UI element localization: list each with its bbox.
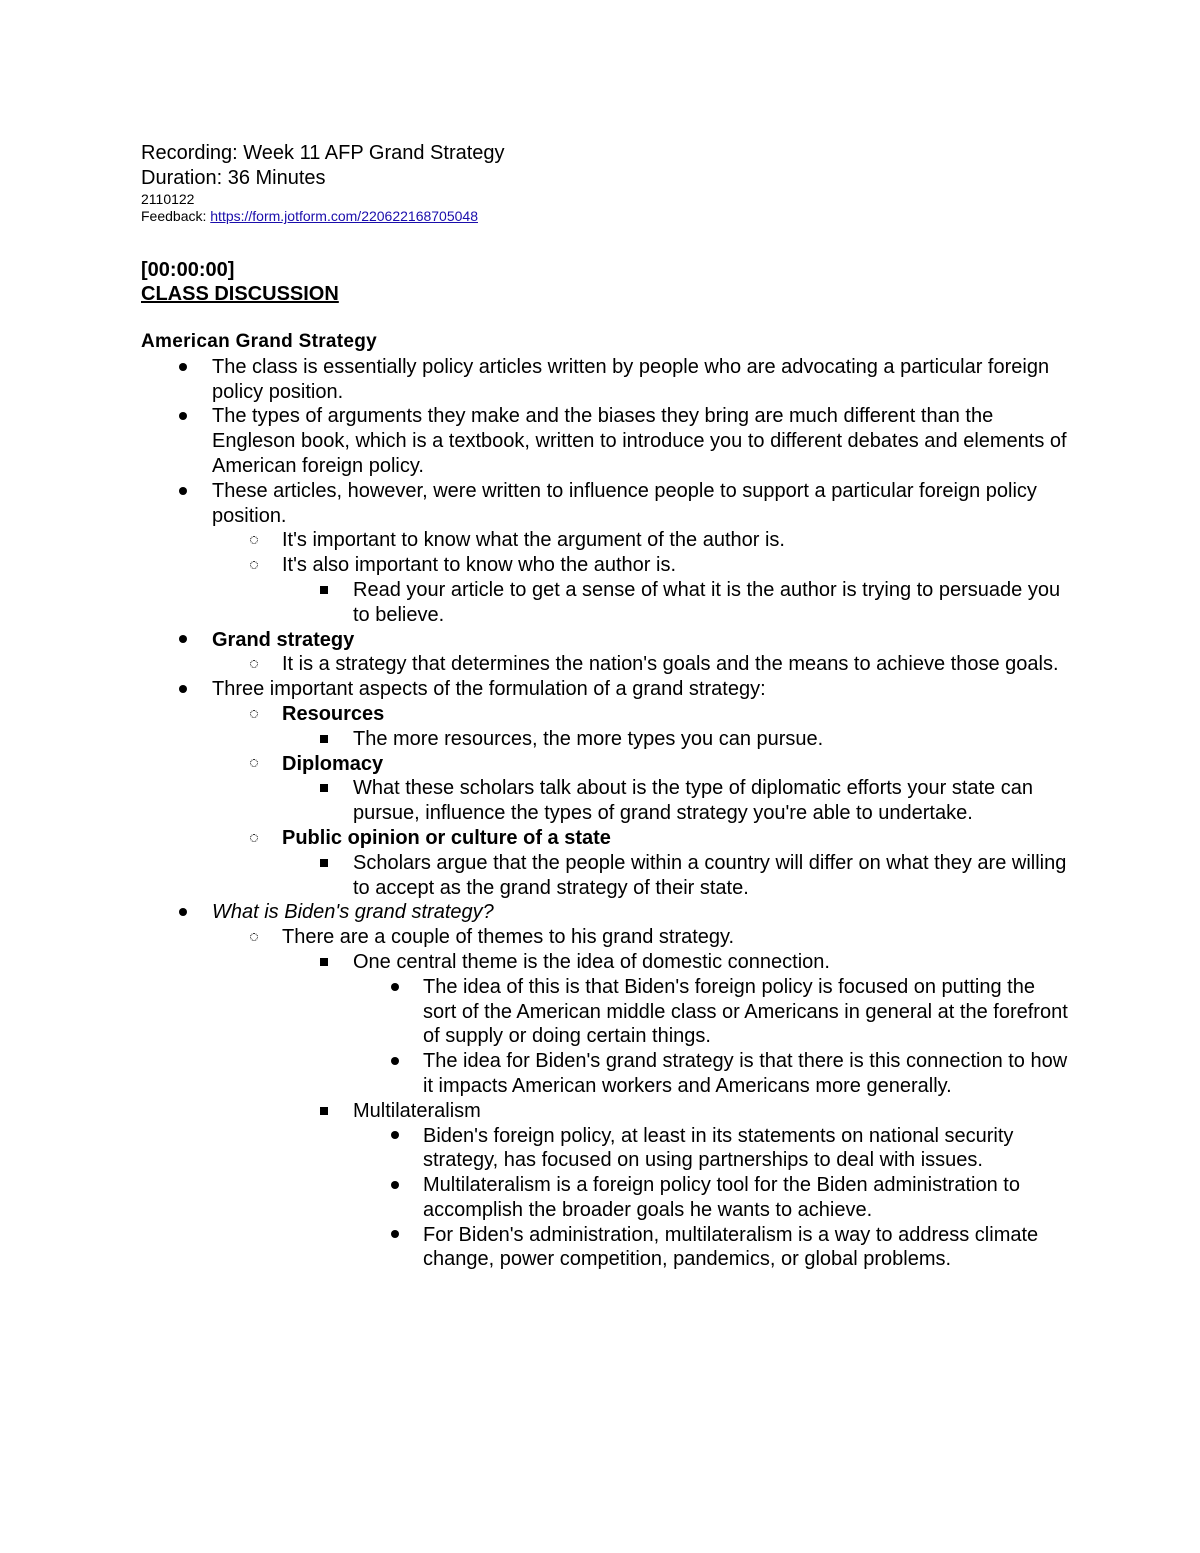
- list-item: Grand strategy: [141, 628, 1071, 653]
- list-item: What is Biden's grand strategy?: [141, 900, 1071, 925]
- duration-line: Duration: 36 Minutes: [141, 167, 326, 189]
- bullet-dot-icon: [388, 975, 402, 1000]
- bullet-dot-icon: [388, 1173, 402, 1198]
- document-page: [141, 141, 1071, 1272]
- bullet-ring-icon: [247, 652, 261, 677]
- list-item: The more resources, the more types you can pursue.: [141, 727, 1071, 752]
- list-item: The types of arguments they make and the biases they bring are much different than the Engleson book, which is a textbook, written to introduce you to different debates and elements of American foreign policy.: [141, 404, 1071, 478]
- topic-heading: American Grand Strategy: [141, 331, 378, 352]
- bullet-dot-icon: [388, 1049, 402, 1074]
- bullet-ring-icon: [247, 752, 261, 777]
- bullet-ring-icon: [247, 925, 261, 950]
- bullet-square-icon: [317, 1099, 331, 1124]
- list-item: Public opinion or culture of a state: [141, 826, 1071, 851]
- feedback-line: [141, 208, 1071, 225]
- bullet-square-icon: [317, 851, 331, 876]
- bullet-dot-icon: [176, 900, 190, 925]
- list-item: What these scholars talk about is the type of diplomatic efforts your state can pursue, influence the types of grand strategy you're able to undertake.: [141, 776, 1071, 826]
- bullet-dot-icon: [176, 628, 190, 653]
- bullet-dot-icon: [388, 1124, 402, 1149]
- list-item: These articles, however, were written to influence people to support a particular foreign policy position.: [141, 479, 1071, 529]
- bullet-square-icon: [317, 776, 331, 801]
- section-heading: CLASS DISCUSSION: [141, 283, 339, 305]
- bullet-ring-icon: [247, 826, 261, 851]
- list-item: Biden's foreign policy, at least in its statements on national security strategy, has focused on using partnerships to deal with issues.: [141, 1124, 1071, 1174]
- timestamp: [00:00:00]: [141, 259, 235, 281]
- list-item: Multilateralism: [141, 1099, 1071, 1124]
- bullet-dot-icon: [176, 677, 190, 702]
- list-item: There are a couple of themes to his grand strategy.: [141, 925, 1071, 950]
- bullet-square-icon: [317, 578, 331, 603]
- list-item: The idea for Biden's grand strategy is that there is this connection to how it impacts American workers and Americans more generally.: [141, 1049, 1071, 1099]
- bullet-ring-icon: [247, 702, 261, 727]
- bullet-square-icon: [317, 727, 331, 752]
- list-item: For Biden's administration, multilateralism is a way to address climate change, power competition, pandemics, or global problems.: [141, 1223, 1071, 1273]
- list-item: Multilateralism is a foreign policy tool for the Biden administration to accomplish the broader goals he wants to achieve.: [141, 1173, 1071, 1223]
- bullet-square-icon: [317, 950, 331, 975]
- list-item: Resources: [141, 702, 1071, 727]
- feedback-link[interactable]: https://form.jotform.com/220622168705048: [210, 208, 478, 224]
- bullet-dot-icon: [176, 404, 190, 429]
- bullet-ring-icon: [247, 553, 261, 578]
- list-item: Scholars argue that the people within a country will differ on what they are willing to accept as the grand strategy of their state.: [141, 851, 1071, 901]
- list-item: One central theme is the idea of domestic connection.: [141, 950, 1071, 975]
- recording-title: Recording: Week 11 AFP Grand Strategy: [141, 142, 505, 164]
- bullet-dot-icon: [176, 355, 190, 380]
- list-item: The idea of this is that Biden's foreign policy is focused on putting the sort of the American middle class or Americans in general at the forefront of supply or doing certain things.: [141, 975, 1071, 1049]
- bullet-ring-icon: [247, 528, 261, 553]
- list-item: It is a strategy that determines the nation's goals and the means to achieve those goals.: [141, 652, 1071, 677]
- feedback-label: Feedback:: [141, 208, 211, 224]
- list-item: Three important aspects of the formulation of a grand strategy:: [141, 677, 1071, 702]
- list-item: It's also important to know who the author is.: [141, 553, 1071, 578]
- bullet-dot-icon: [388, 1223, 402, 1248]
- list-item: The class is essentially policy articles written by people who are advocating a particular foreign policy position.: [141, 355, 1071, 405]
- list-item: It's important to know what the argument of the author is.: [141, 528, 1071, 553]
- recording-code: 2110122: [141, 191, 195, 207]
- notes-list: [141, 355, 1071, 1272]
- bullet-dot-icon: [176, 479, 190, 504]
- list-item: Read your article to get a sense of what it is the author is trying to persuade you to believe.: [141, 578, 1071, 628]
- list-item: Diplomacy: [141, 752, 1071, 777]
